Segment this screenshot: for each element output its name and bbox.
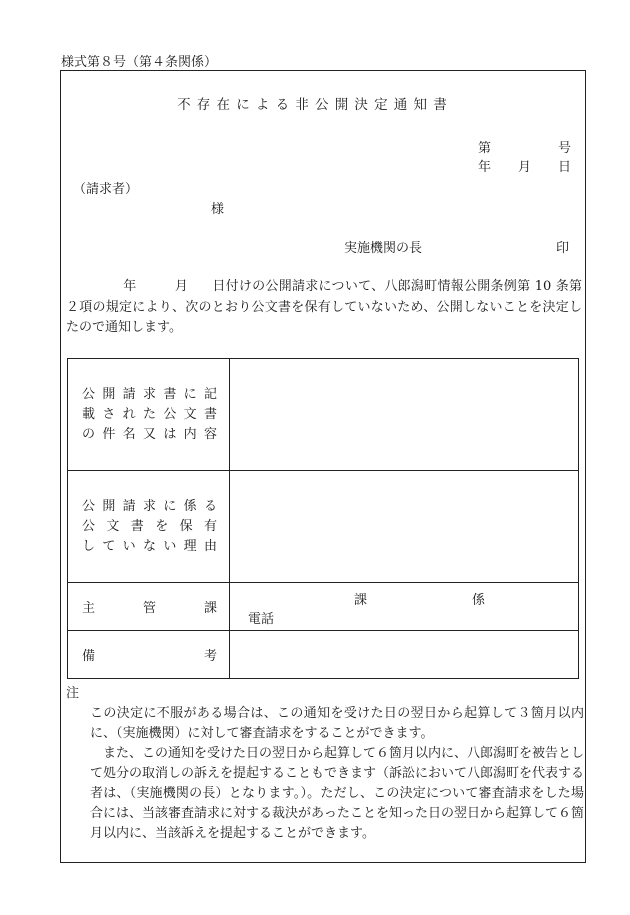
agency-head-label: 実施機関の長 bbox=[344, 241, 423, 256]
document-title-label-line: 載された公文書 bbox=[82, 406, 219, 422]
remarks-label: 備考 bbox=[82, 649, 217, 664]
subsection-label: 係 bbox=[472, 593, 486, 608]
form-number: 様式第８号（第４条関係） bbox=[61, 55, 218, 70]
document-title: 不存在による非公開決定通知書 bbox=[177, 97, 453, 113]
table-row bbox=[68, 583, 579, 631]
appeal-note bbox=[66, 684, 585, 844]
reference-go: 号 bbox=[558, 141, 572, 156]
remarks-value-cell[interactable] bbox=[230, 631, 579, 679]
body-text: 日付けの公開請求について、八郎潟町情報公開条例第 10 条第２項の規定により、次のとおり公文書を保有していないため、公開しないことを決定したので通知します。 bbox=[66, 279, 582, 335]
notice-body bbox=[66, 277, 582, 339]
department-value-cell[interactable] bbox=[230, 583, 579, 631]
document-title-label-cell bbox=[68, 359, 230, 471]
reason-label-line: 公開請求に係る bbox=[82, 498, 219, 514]
decision-table bbox=[67, 358, 579, 679]
table-row bbox=[68, 631, 579, 679]
reason-value-cell[interactable] bbox=[230, 471, 579, 583]
date-year-label: 年 bbox=[478, 160, 492, 175]
section-label: 課 bbox=[354, 593, 368, 608]
date-month-label: 月 bbox=[518, 160, 532, 175]
reason-label-line: していない理由 bbox=[82, 538, 219, 554]
document-title-label-line: の件名又は内容 bbox=[82, 426, 219, 442]
note-paragraph-1: この決定に不服がある場合は、この通知を受けた日の翌日から起算して３箇月以内に、（実施機関）に対して審査請求をすることができます。 bbox=[90, 706, 584, 741]
date-day-label: 日 bbox=[558, 160, 572, 175]
table-row bbox=[68, 471, 579, 583]
body-year: 年 bbox=[123, 279, 137, 294]
reason-label-cell bbox=[68, 471, 230, 583]
department-label-cell bbox=[68, 583, 230, 631]
table-row bbox=[68, 359, 579, 471]
document-title-value-cell[interactable] bbox=[230, 359, 579, 471]
remarks-label-cell bbox=[68, 631, 230, 679]
reason-label-line: 公文書を保有 bbox=[82, 518, 219, 534]
seal-mark: 印 bbox=[556, 241, 570, 256]
phone-label: 電話 bbox=[248, 612, 275, 627]
department-label: 主管課 bbox=[82, 601, 217, 616]
requester-honorific: 様 bbox=[211, 202, 225, 217]
note-head: 注 bbox=[66, 686, 80, 701]
note-paragraph-2: また、この通知を受けた日の翌日から起算して６箇月以内に、八郎潟町を被告として処分の取消しの訴えを提起することもできます（訴訟において八郎潟町を代表する者は、（実施機関の長）となります。）。ただし、この決定について審査請求をした場合には、当該審査請求に対する裁決があったことを知った日の翌日から起算して６箇月以内に、当該訴えを提起することができます。 bbox=[90, 746, 585, 841]
document-title-label-line: 公開請求書に記 bbox=[82, 386, 219, 402]
requester-label: （請求者） bbox=[73, 182, 139, 197]
reference-dai: 第 bbox=[478, 141, 492, 156]
body-month: 月 bbox=[174, 279, 189, 294]
